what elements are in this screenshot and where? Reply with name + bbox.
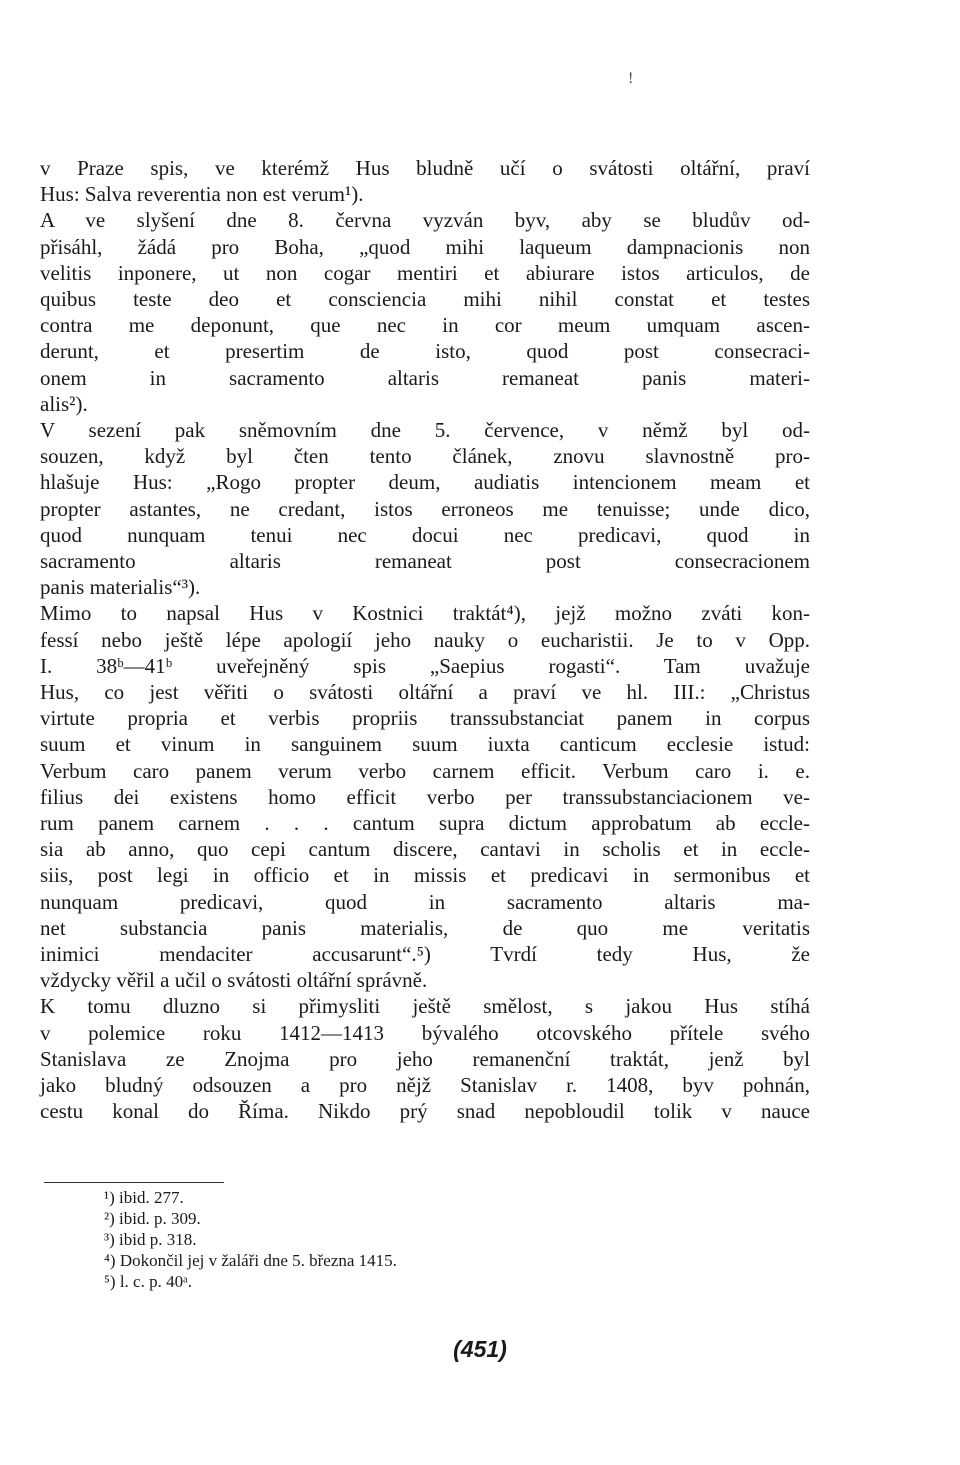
text-line: alis²). <box>40 391 88 416</box>
footnote: ⁴) Dokončil jej v žaláři dne 5. března 1415. <box>104 1251 397 1270</box>
text-line: rum panem carnem . . . cantum supra dictum approbatum ab eccle- <box>40 811 810 835</box>
text-line: sia ab anno, quo cepi cantum discere, cantavi in scholis et in eccle- <box>40 837 810 862</box>
text-line: jako bludný odsouzen a pro nějž Stanislav r. 1408, byv pohnán, <box>40 1073 810 1097</box>
text-line: quibus teste deo et consciencia mihi nihil constat et testes <box>40 287 810 311</box>
text-line: sacramento altaris remaneat post consecracionem <box>40 549 810 573</box>
text-line: v Praze spis, ve kterémž Hus bludně učí o svátosti oltářní, praví <box>40 156 810 180</box>
text-line: v polemice roku 1412—1413 bývalého otcovského přítele svého <box>40 1020 810 1045</box>
text-line: quod nunquam tenui nec docui nec predicavi, quod in <box>40 522 810 547</box>
text-line: Hus: Salva reverentia non est verum¹). <box>40 182 364 207</box>
text-line: Hus, co jest věřiti o svátosti oltářní a praví ve hl. III.: „Christus <box>40 680 810 704</box>
text-line: contra me deponunt, que nec in cor meum umquam ascen- <box>40 313 810 338</box>
text-line: A ve slyšení dne 8. června vyzván byv, aby se bludův od- <box>40 208 810 233</box>
text-line: nunquam predicavi, quod in sacramento altaris ma- <box>40 889 810 914</box>
text-line: suum et vinum in sanguinem suum iuxta canticum ecclesie istud: <box>40 732 810 757</box>
footnote: ²) ibid. p. 309. <box>104 1209 201 1228</box>
text-line: přisáhl, žádá pro Boha, „quod mihi laqueum dampnacionis non <box>40 234 810 259</box>
footnote: ³) ibid p. 318. <box>104 1230 197 1249</box>
text-line: onem in sacramento altaris remaneat panis materi- <box>40 365 810 390</box>
text-line: Stanislava ze Znojma pro jeho remanenční traktát, jenž byl <box>40 1046 810 1071</box>
text-line: V sezení pak sněmovním dne 5. července, v němž byl od- <box>40 418 810 442</box>
text-line: net substancia panis materialis, de quo me veritatis <box>40 915 810 940</box>
text-line: panis materialis“³). <box>40 575 201 600</box>
text-line: K tomu dluzno si přimysliti ještě smělost, s jakou Hus stíhá <box>40 994 810 1019</box>
footnote: ⁵) l. c. p. 40ᵃ. <box>104 1272 193 1291</box>
footnote: ¹) ibid. 277. <box>104 1188 184 1207</box>
text-line: souzen, když byl čten tento článek, znovu slavnostně pro- <box>40 444 810 469</box>
page-number: (451) <box>453 1336 507 1362</box>
text-line: virtute propria et verbis propriis transsubstanciat panem in corpus <box>40 706 810 731</box>
text-line: Mimo to napsal Hus v Kostnici traktát⁴), jejž možno zváti kon- <box>40 601 810 626</box>
text-line: vždycky věřil a učil o svátosti oltářní správně. <box>40 968 428 993</box>
text-line: filius dei existens homo efficit verbo per transsubstanciacionem ve- <box>40 784 810 809</box>
text-line: derunt, et presertim de isto, quod post consecraci- <box>40 339 810 364</box>
text-line: fessí nebo ještě lépe apologií jeho nauky o eucharistii. Je to v Opp. <box>40 627 810 652</box>
text-line: velitis inponere, ut non cogar mentiri et abiurare istos articulos, de <box>40 260 810 285</box>
margin-mark: ! <box>628 70 634 87</box>
text-line: siis, post legi in officio et in missis et predicavi in sermonibus et <box>40 863 810 888</box>
text-line: I. 38ᵇ—41ᵇ uveřejněný spis „Saepius rogasti“. Tam uvažuje <box>40 653 810 678</box>
text-line: hlašuje Hus: „Rogo propter deum, audiatis intencionem meam et <box>40 470 810 495</box>
text-line: cestu konal do Říma. Nikdo prý snad nepobloudil tolik v nauce <box>40 1099 810 1124</box>
text-line: propter astantes, ne credant, istos erroneos me tenuisse; unde dico, <box>40 496 810 521</box>
text-line: Verbum caro panem verum verbo carnem efficit. Verbum caro i. e. <box>40 758 810 783</box>
footnote-rule <box>44 1182 224 1183</box>
text-line: inimici mendaciter accusarunt“.⁵) Tvrdí tedy Hus, že <box>40 942 810 966</box>
